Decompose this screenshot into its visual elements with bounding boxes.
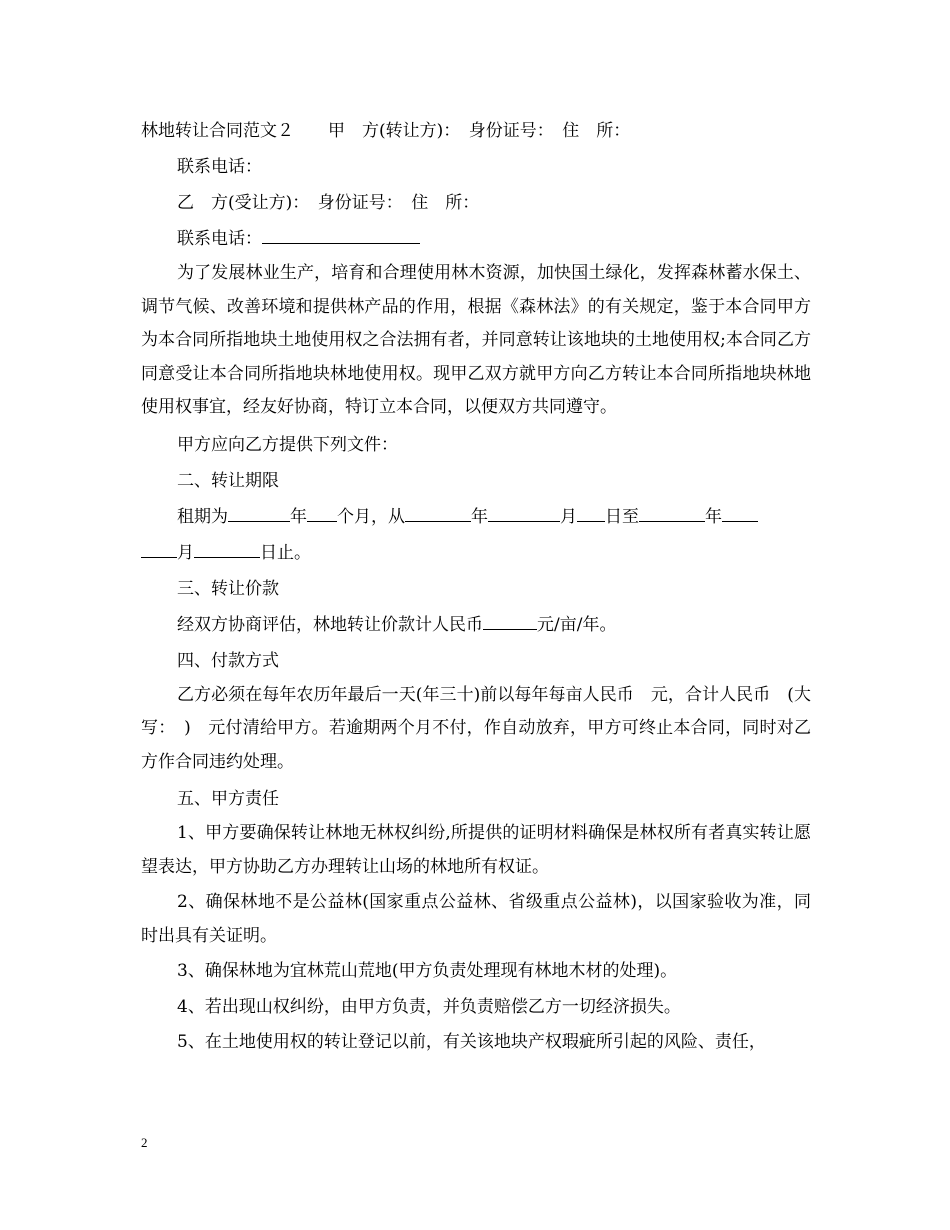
blank-line [483,614,537,630]
term-text: 个月，从 [337,506,405,527]
term-text: 年 [705,506,722,527]
term-text: 日止。 [260,542,311,563]
term-text: 月 [560,506,577,527]
document-body [141,113,811,1062]
price-text: 元/亩/年。 [537,614,617,635]
blank-line [228,506,290,522]
blank-line [577,506,605,522]
header-line: 林地转让合同范文２ 甲 方(转让方)： 身份证号： 住 所： [141,121,631,141]
price-line [141,607,811,643]
clause-5-1: 1、甲方要确保转让林地无林权纠纷,所提供的证明材料确保是林权所有者真实转让愿望表达，甲方协助乙方办理转让山场的林地所有权证。 [141,823,811,877]
price-text: 经双方协商评估，林地转让价款计人民币 [177,614,483,635]
payment-paragraph: 乙方必须在每年农历年最后一天(年三十)前以每年每亩人民币 元，合计人民币 (大写： ) 元付清给甲方。若逾期两个月不付，作自动放弃，甲方可终止本合同，同时对乙方作合同违约处理。 [141,684,811,772]
clause-5-5: 5、在土地使用权的转让登记以前，有关该地块产权瑕疵所引起的风险、责任， [177,1032,766,1052]
clause-5-2: 2、确保林地不是公益林(国家重点公益林、省级重点公益林)，以国家验收为准，同时出具有关证明。 [141,892,811,946]
term-text: 年 [471,506,488,527]
section-3-title: 三、转让价款 [177,578,279,599]
term-line-1 [141,499,811,535]
blank-line [722,506,758,522]
term-text: 日至 [605,506,639,527]
section-2-title: 二、转让期限 [177,470,279,491]
page-number: 2 [141,1135,148,1150]
contact-phone-b [141,221,811,257]
term-text: 年 [290,506,307,527]
blank-line [405,506,471,522]
blank-line [639,506,705,522]
contact-phone-a: 联系电话： [177,157,262,177]
term-text: 租期为 [177,506,228,527]
section-4-title: 四、付款方式 [177,650,279,671]
blank-line [307,506,337,522]
term-line-2 [141,535,811,571]
documents-line: 甲方应向乙方提供下列文件： [177,434,398,455]
blank-line [262,228,420,244]
term-text: 月 [177,542,194,563]
section-5-title: 五、甲方责任 [177,789,279,809]
clause-5-3: 3、确保林地为宜林荒山荒地(甲方负责处理现有林地木材的处理)。 [177,961,678,981]
clause-5-4: 4、若出现山权纠纷，由甲方负责，并负责赔偿乙方一切经济损失。 [177,996,681,1017]
contact-phone-b-label: 联系电话： [177,229,262,249]
blank-line [141,542,177,558]
blank-line [194,542,260,558]
intro-paragraph: 为了发展林业生产，培育和合理使用林木资源，加快国土绿化，发挥森林蓄水保土、调节气候、改善环境和提供林产品的作用，根据《森林法》的有关规定，鉴于本合同甲方为本合同所指地块土地使用权之合法拥有者，并同意转让该地块的土地使用权;本合同乙方同意受让本合同所指地块林地使用权。现甲乙双方就甲方向乙方转让本合同所指地块林地使用权事宜，经友好协商，特订立本合同，以便双方共同遵守。 [141,263,811,417]
party-b-line: 乙 方(受让方)： 身份证号： 住 所： [177,193,480,213]
blank-line [488,506,560,522]
